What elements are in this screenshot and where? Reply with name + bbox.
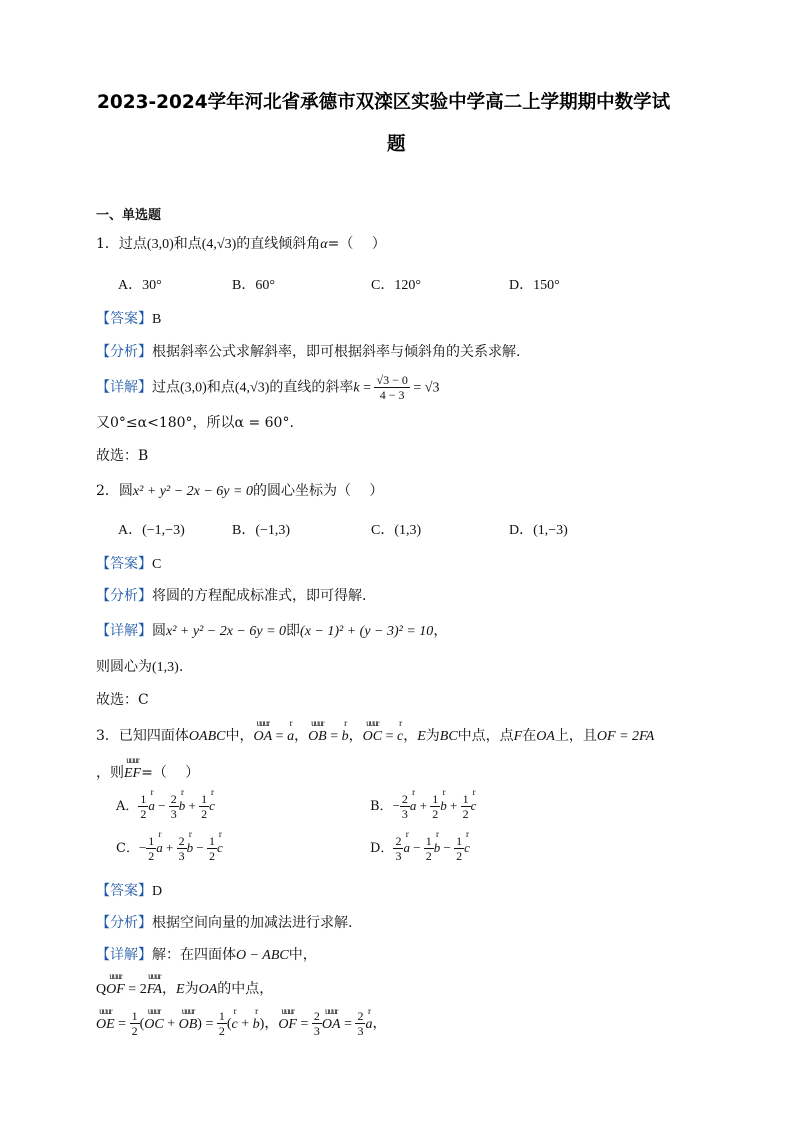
section-heading: 一、单选题: [96, 208, 162, 223]
q1-option-a: A．30°: [118, 278, 162, 293]
q1-option-b: B．60°: [232, 278, 275, 293]
question-number: 1．: [96, 236, 119, 252]
q1-detail: 【详解】过点(3,0)和点(4,√3)的直线的斜率k = $\frac{√3 - 0}{4 - 3}$ = √3: [96, 373, 440, 402]
question-3-stem-line2: ，则 uuur EF=（ ）: [96, 755, 200, 781]
q3-analysis: 【分析】根据空间向量的加减法进行求解.: [96, 915, 353, 931]
q3-option-d: D． $\frac{2}{3}$ r a − $\frac{1}{2}$ r b − $\frac{1}{2}$ r c: [370, 829, 470, 863]
q1-choose: 故选：B: [96, 448, 149, 464]
question-1-stem: 1．过点(3,0)和点(4,√3)的直线倾斜角α=（ ）: [96, 236, 386, 252]
q2-option-a: A．(−1,−3): [118, 523, 185, 538]
q2-center: 则圆心为(1,3).: [96, 659, 184, 675]
q2-option-d: D．(1,−3): [509, 523, 568, 538]
q1-option-d: D．150°: [509, 278, 560, 293]
q2-option-c: C．(1,3): [371, 523, 422, 538]
q1-option-c: C．120°: [371, 278, 421, 293]
q1-analysis: 【分析】根据斜率公式求解斜率，即可根据斜率与倾斜角的关系求解.: [96, 344, 521, 360]
q3-detail-line3: uuur OE = $\frac{1}{2}$ ( uuur OC + uuur OB) = $\frac{1}{2}$ ( r c + r b)， uuur OF = $\frac{2}{3}$ uuur OA = $\frac{2}{3}$ r a，: [96, 1005, 387, 1038]
slope-fraction: $\frac{√3 - 0}{4 - 3}$: [376, 373, 408, 402]
q2-detail: 【详解】圆x² + y² − 2x − 6y = 0即(x − 1)² + (y − 3)² = 10，: [96, 623, 448, 639]
q2-choose: 故选：C: [96, 692, 149, 708]
q2-analysis: 【分析】将圆的方程配成标准式，即可得解.: [96, 588, 367, 604]
q3-option-b: B．− $\frac{2}{3}$ r a + $\frac{1}{2}$ r b + $\frac{1}{2}$ r c: [370, 787, 477, 821]
question-3-stem: 3．已知四面体OABC中， uuur OA = r a， uuur OB = r b， uuur OC = r c，E为BC中点，点F在OA上，且OF = 2FA: [96, 718, 655, 744]
q1-answer: 【答案】B: [96, 311, 162, 327]
q3-option-c: C．− $\frac{1}{2}$ r a + $\frac{2}{3}$ r b − $\frac{1}{2}$ r c: [116, 829, 223, 863]
sqrt-symbol: √: [216, 237, 225, 252]
q1-detail-line2: 又0°≤α<180°，所以α = 60°.: [96, 415, 294, 431]
q3-option-a: A． $\frac{1}{2}$ r a − $\frac{2}{3}$ r b + $\frac{1}{2}$ r c: [116, 787, 215, 821]
q3-answer: 【答案】D: [96, 883, 163, 899]
q3-detail: 【详解】解：在四面体O − ABC中，: [96, 947, 317, 963]
question-2-stem: 2．圆x² + y² − 2x − 6y = 0的圆心坐标为（ ）: [96, 483, 384, 499]
page-title-line2: 题: [387, 134, 406, 155]
page-title-line1: 2023-2024学年河北省承德市双滦区实验中学高二上学期期中数学试: [97, 92, 671, 113]
q3-detail-line2: Q uuur OF = 2 uuur FA，E为OA的中点，: [96, 971, 274, 997]
q2-option-b: B．(−1,3): [232, 523, 291, 538]
q2-answer: 【答案】C: [96, 556, 162, 572]
